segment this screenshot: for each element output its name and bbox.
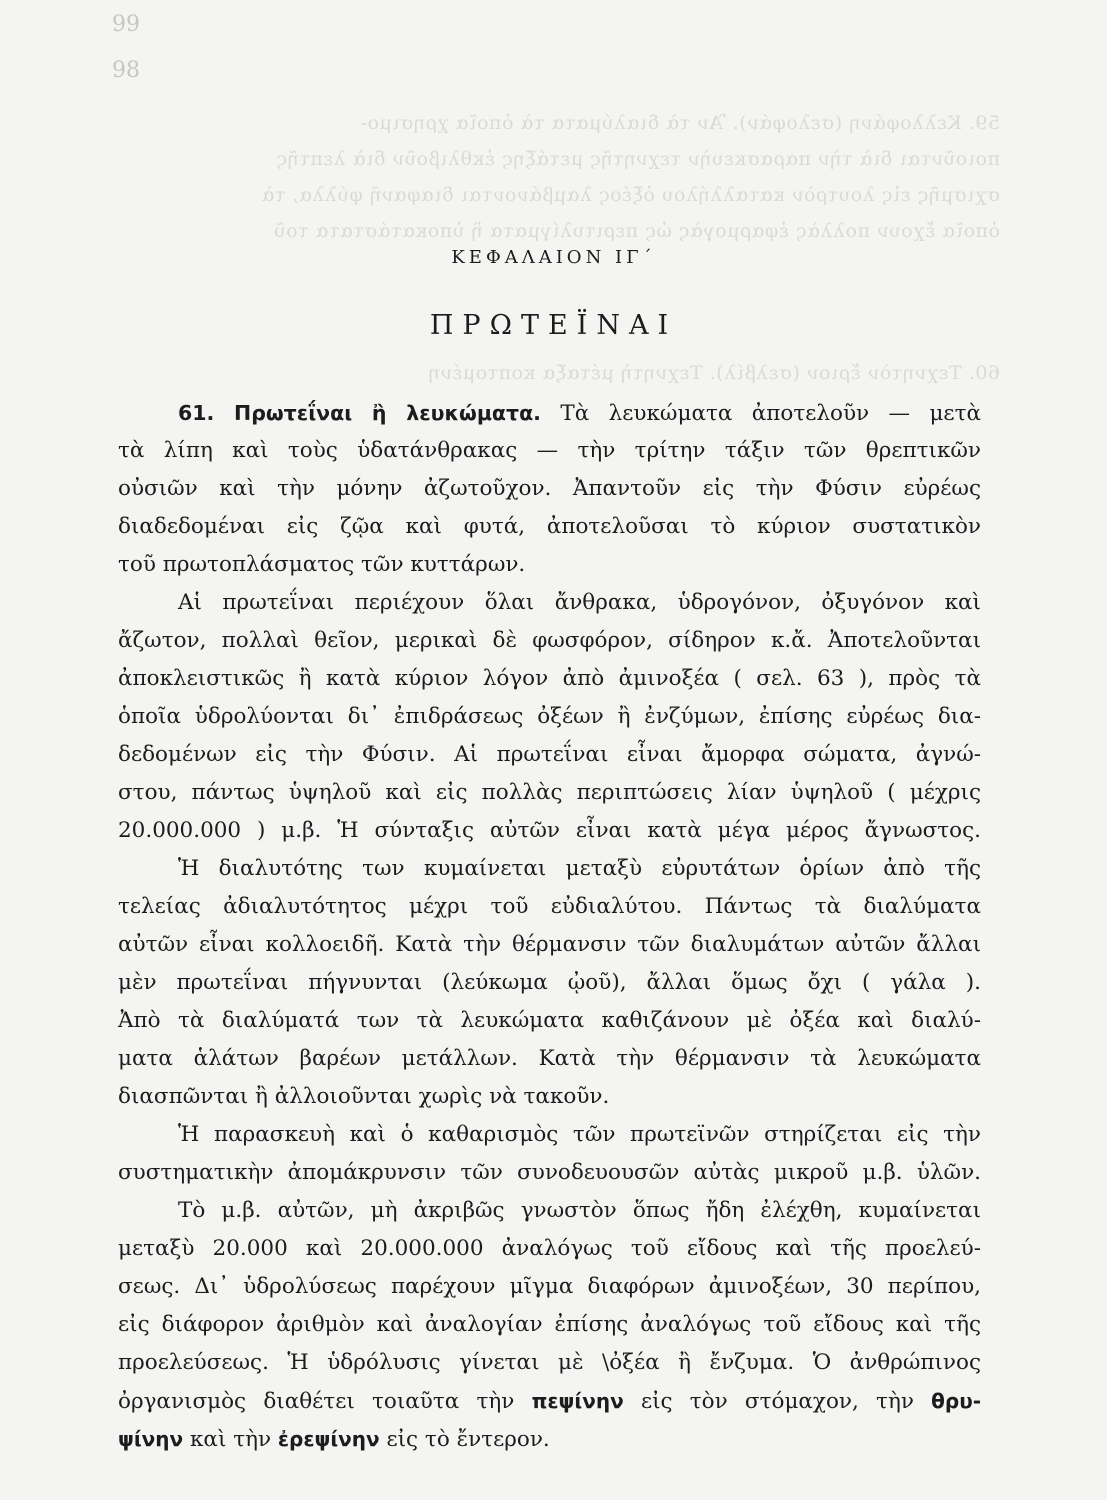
body-line: ματα ἁλάτων βαρέων μετάλλων. Κατὰ τὴν θέρμανσιν τὰ λευκώματα	[118, 1046, 981, 1071]
body-line: δεδομένων εἰς τὴν Φύσιν. Αἱ πρωτεΐναι εἶναι ἄμορφα σώματα, ἀγνώ-	[118, 742, 981, 767]
enzyme-term: θρυ-	[931, 1389, 982, 1413]
body-text: ὀργανισμὸς διαθέτει τοιαῦτα τὴν	[118, 1389, 532, 1414]
show-through-line: ὁποῖα ἔχουν πολλὰς ἐφαρμογὰς ὡς περιτυλίγματα ἢ ὑποκατάστατα τοῦ	[273, 220, 1000, 242]
body-line: προελεύσεως. Ἡ ὑδρόλυσις γίνεται μὲ \ὀξέα ἢ ἔνζυμα. Ὁ ἀνθρώπινος	[118, 1350, 981, 1375]
body-line: τὰ λίπη καὶ τοὺς ὑδατάνθρακας — τὴν τρίτην τάξιν τῶν θρεπτικῶν	[118, 438, 981, 463]
body-line: ἀποκλειστικῶς ἢ κατὰ κύριον λόγον ἀπὸ ἀμινοξέα ( σελ. 63 ), πρὸς τὰ	[118, 666, 981, 691]
enzyme-term: ἐρεψίνην	[277, 1427, 380, 1451]
show-through-page-number: 99	[112, 12, 140, 37]
enzyme-term: ψίνην	[118, 1427, 184, 1451]
body-text: εἰς τὸν στόμαχον, τὴν	[623, 1389, 932, 1414]
show-through-line: σχισμῆς εἰς λουτρὸν καταλλήλου ὀξέος λαμβάνονται διαφανῆ φύλλα, τὰ	[261, 184, 1000, 206]
body-line: συστηματικὴν ἀπομάκρυνσιν τῶν συνοδευουσῶν αὐτὰς μικροῦ μ.β. ὑλῶν.	[118, 1160, 981, 1185]
page-title: ΠΡΩΤΕΪΝΑΙ	[429, 310, 678, 341]
body-line: Ἡ διαλυτότης των κυμαίνεται μεταξὺ εὐρυτάτων ὁρίων ἀπὸ τῆς	[178, 856, 981, 881]
body-line: Ἡ παρασκευὴ καὶ ὁ καθαρισμὸς τῶν πρωτεϊνῶν στηρίζεται εἰς τὴν	[178, 1122, 981, 1147]
body-line: αὐτῶν εἶναι κολλοειδῆ. Κατὰ τὴν θέρμανσιν τῶν διαλυμάτων αὐτῶν ἄλλαι	[118, 932, 981, 957]
body-line-final	[118, 1424, 981, 1456]
body-text: εἰς τὸ ἔντερον.	[379, 1427, 550, 1452]
body-text: καὶ τὴν	[183, 1427, 278, 1452]
body-line: μὲν πρωτεΐναι πήγνυνται (λεύκωμα ᾠοῦ), ἄλλαι ὅμως ὄχι ( γάλα ).	[118, 970, 981, 995]
body-line: διαδεδομέναι εἰς ζῷα καὶ φυτά, ἀποτελοῦσαι τὸ κύριον συστατικὸν	[118, 514, 981, 539]
body-line: τοῦ πρωτοπλάσματος τῶν κυττάρων.	[118, 552, 526, 577]
enzyme-term: πεψίνην	[531, 1389, 624, 1413]
body-line: τελείας ἀδιαλυτότητος μέχρι τοῦ εὐδιαλύτου. Πάντως τὰ διαλύματα	[118, 894, 981, 919]
body-text: Τὰ λευκώματα ἀποτελοῦν — μετὰ	[560, 401, 981, 426]
body-line-enzymes	[118, 1386, 981, 1418]
body-line: μεταξὺ 20.000 καὶ 20.000.000 ἀναλόγως τοῦ εἴδους καὶ τῆς προελεύ-	[118, 1236, 981, 1261]
section-heading-line	[118, 398, 981, 430]
section-heading: . Πρωτεΐναι ἢ λευκώματα.	[206, 401, 541, 425]
body-line: Τὸ μ.β. αὐτῶν, μὴ ἀκριβῶς γνωστὸν ὅπως ἤδη ἐλέχθη, κυμαίνεται	[178, 1198, 981, 1223]
show-through-line: ποιοῦνται διὰ τὴν παρασκευὴν τεχνητῆς μετάξης ἐκθλιβοῦν διὰ λεπτῆς	[275, 148, 1000, 170]
body-line: εἰς διάφορον ἀριθμὸν καὶ ἀναλογίαν ἐπίσης ἀναλόγως τοῦ εἴδους καὶ τῆς	[118, 1312, 981, 1337]
body-line: ἄζωτον, πολλαὶ θεῖον, μερικαὶ δὲ φωσφόρον, σίδηρον κ.ἄ. Ἀποτελοῦνται	[118, 628, 981, 653]
show-through-line: 60. Τεχνητὸν ἔριον (σελβίλ). Τεχνητὴ μέταξα κοπτομένη	[428, 362, 1000, 384]
body-line: σεως. Δι᾽ ὑδρολύσεως παρέχουν μῖγμα διαφόρων ἀμινοξέων, 30 περίπου,	[118, 1274, 981, 1299]
body-line: ὁποῖα ὑδρολύονται δι᾽ ἐπιδράσεως ὀξέων ἢ ἐνζύμων, ἐπίσης εὐρέως δια-	[118, 704, 981, 729]
body-line: Αἱ πρωτεΐναι περιέχουν ὅλαι ἄνθρακα, ὑδρογόνον, ὀξυγόνον καὶ	[178, 590, 981, 615]
body-line: διασπῶνται ἢ ἀλλοιοῦνται χωρὶς νὰ τακοῦν.	[118, 1084, 610, 1109]
body-line: οὐσιῶν καὶ τὴν μόνην ἀζωτοῦχον. Ἀπαντοῦν εἰς τὴν Φύσιν εὐρέως	[118, 476, 981, 501]
show-through-page-number: 98	[112, 58, 140, 83]
chapter-heading: ΚΕΦΑΛΑΙΟΝ ΙΓ΄	[451, 247, 656, 268]
body-line: στου, πάντως ὑψηλοῦ καὶ εἰς πολλὰς περιπτώσεις λίαν ὑψηλοῦ ( μέχρις	[118, 780, 981, 805]
section-number: 61	[178, 401, 207, 425]
body-line: 20.000.000 ) μ.β. Ἡ σύνταξις αὐτῶν εἶναι κατὰ μέγα μέρος ἄγνωστος.	[118, 818, 981, 843]
show-through-line: 59. Κελλοφάνη (σελοφάν). Ἂν τὰ διαλύματα τὰ ὁποῖα χρησιμο-	[360, 112, 1000, 134]
body-line: Ἀπὸ τὰ διαλύματά των τὰ λευκώματα καθιζάνουν μὲ ὀξέα καὶ διαλύ-	[118, 1008, 981, 1033]
